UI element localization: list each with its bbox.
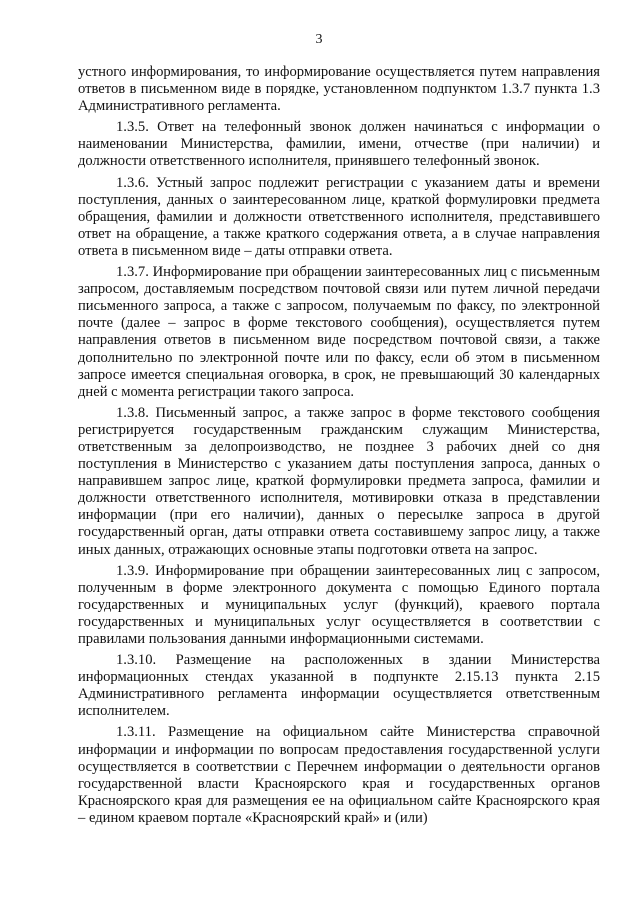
paragraph-1-3-11: 1.3.11. Размещение на официальном сайте Министерства справочной информации и информации по вопросам предоставления государственной услуги осуществляется в соответствии с Перечнем информации о деятельности органов государственной власти Красноярского края и государственных органов Красноярского края для размещения ее на официальном сайте Красноярского края – едином краевом портале «Красноярский край» и (или) (78, 724, 600, 826)
paragraph-1-3-7: 1.3.7. Информирование при обращении заинтересованных лиц с письменным запросом, доставляемым посредством почтовой связи или путем личной передачи письменного запроса, а также с запросом, получаемым по факсу, по электронной почте (далее – запрос в форме текстового сообщения), осуществляется путем направления ответов в письменном виде посредством почтовой связи, а также дополнительно по электронной почте или по факсу, если об этом в письменном запросе имеется специальная оговорка, в срок, не превышающий 30 календарных дней с момента регистрации такого запроса. (78, 264, 600, 400)
paragraph-1-3-9: 1.3.9. Информирование при обращении заинтересованных лиц с запросом, полученным в форме электронного документа с помощью Единого портала государственных и муниципальных услуг (функций), краевого портала государственных и муниципальных услуг осуществляется в соответствии с правилами пользования данными информационными системами. (78, 562, 600, 647)
paragraph-1-3-5: 1.3.5. Ответ на телефонный звонок должен начинаться с информации о наименовании Министерства, фамилии, имени, отчестве (при наличии) и должности ответственного исполнителя, принявшего телефонный звонок. (78, 119, 600, 170)
document-body (78, 64, 600, 831)
paragraph-1-3-8: 1.3.8. Письменный запрос, а также запрос в форме текстового сообщения регистрируется государственным гражданским служащим Министерства, ответственным за делопроизводство, не позднее 3 рабочих дней со дня поступления в Министерство с указанием даты поступления запроса, данных о направившем запрос лице, краткой формулировки предмета запроса, фамилии и должности ответственного исполнителя, мотивировки отказа в представлении информации (при его наличии), данных о пересылке запроса в другой государственный орган, даты отправки ответа составившему запрос лицу, а также иных данных, отражающих основные этапы подготовки ответа на запрос. (78, 404, 600, 558)
paragraph-1-3-6: 1.3.6. Устный запрос подлежит регистрации с указанием даты и времени поступления, данных о заинтересованном лице, краткой формулировки предмета обращения, фамилии и должности ответственного исполнителя, представившего ответ на обращение, а также краткого содержания ответа, а в случае направления ответа в письменном виде – даты отправки ответа. (78, 174, 600, 259)
paragraph-1-3-10: 1.3.10. Размещение на расположенных в здании Министерства информационных стендах указанной в подпункте 2.15.13 пункта 2.15 Административного регламента информации осуществляется ответственным исполнителем. (78, 652, 600, 720)
page-number: 3 (315, 32, 323, 47)
paragraph-continuation: устного информирования, то информирование осуществляется путем направления ответов в письменном виде в порядке, установленном подпунктом 1.3.7 пункта 1.3 Административного регламента. (78, 64, 600, 115)
